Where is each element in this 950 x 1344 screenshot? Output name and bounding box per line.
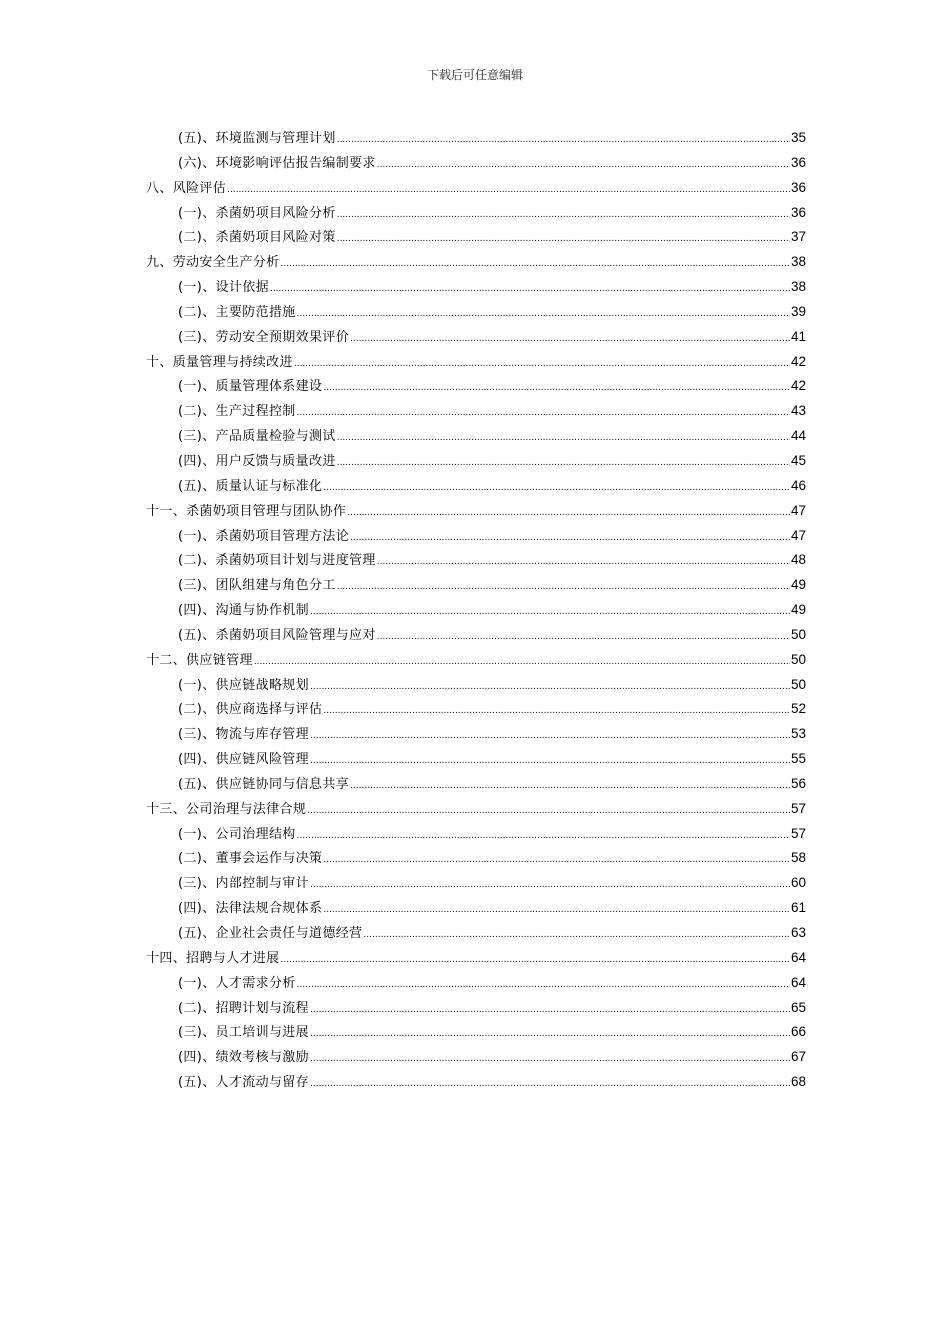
- toc-dot-leader: [377, 152, 790, 177]
- toc-entry-page-number: 64: [790, 949, 806, 965]
- toc-entry-page-number: 37: [790, 229, 806, 245]
- toc-dot-leader: [297, 823, 790, 848]
- toc-entry-page-number: 36: [790, 154, 806, 170]
- toc-dot-leader: [377, 624, 790, 649]
- toc-entry-title: (五)、供应链协同与信息共享: [178, 776, 350, 792]
- toc-entry-page-number: 50: [790, 676, 806, 692]
- toc-entry-title: (五)、杀菌奶项目风险管理与应对: [178, 627, 376, 643]
- toc-entry-page-number: 36: [790, 179, 806, 195]
- toc-entry-page-number: 43: [790, 403, 806, 419]
- toc-section-entry[interactable]: [146, 201, 806, 226]
- toc-section-entry[interactable]: [146, 971, 806, 996]
- toc-entry-title: 十三、公司治理与法律合规: [146, 801, 307, 817]
- toc-dot-leader: [297, 400, 790, 425]
- toc-entry-page-number: 42: [790, 353, 806, 369]
- toc-entry-page-number: 38: [790, 279, 806, 295]
- toc-dot-leader: [337, 450, 790, 475]
- toc-dot-leader: [307, 798, 790, 823]
- toc-section-entry[interactable]: [146, 1045, 806, 1070]
- toc-dot-leader: [310, 723, 790, 748]
- toc-section-entry[interactable]: [146, 697, 806, 722]
- toc-dot-leader: [337, 574, 790, 599]
- toc-entry-page-number: 67: [790, 1049, 806, 1065]
- toc-section-entry[interactable]: [146, 896, 806, 921]
- toc-dot-leader: [281, 251, 790, 276]
- toc-dot-leader: [347, 500, 790, 525]
- toc-entry-page-number: 68: [790, 1074, 806, 1090]
- toc-entry-page-number: 50: [790, 651, 806, 667]
- toc-entry-page-number: 38: [790, 254, 806, 270]
- toc-section-entry[interactable]: [146, 225, 806, 250]
- toc-section-entry[interactable]: [146, 548, 806, 573]
- toc-entry-page-number: 60: [790, 875, 806, 891]
- toc-entry-page-number: 56: [790, 775, 806, 791]
- toc-section-entry[interactable]: [146, 524, 806, 549]
- toc-dot-leader: [363, 922, 790, 947]
- toc-entry-title: (二)、杀菌奶项目计划与进度管理: [178, 553, 376, 569]
- toc-entry-title: (三)、劳动安全预期效果评价: [178, 329, 350, 345]
- toc-dot-leader: [350, 773, 790, 798]
- toc-section-entry[interactable]: [146, 275, 806, 300]
- toc-section-entry[interactable]: [146, 623, 806, 648]
- toc-section-entry[interactable]: [146, 374, 806, 399]
- toc-entry-title: (二)、主要防范措施: [178, 304, 296, 320]
- toc-entry-page-number: 36: [790, 204, 806, 220]
- toc-dot-leader: [310, 748, 790, 773]
- toc-entry-title: (五)、企业社会责任与道德经营: [178, 926, 363, 941]
- toc-entry-page-number: 63: [790, 925, 806, 940]
- toc-section-entry[interactable]: [146, 673, 806, 698]
- toc-section-entry[interactable]: [146, 151, 806, 176]
- toc-entry-title: (一)、杀菌奶项目风险分析: [178, 205, 336, 221]
- toc-dot-leader: [297, 301, 790, 326]
- toc-section-entry[interactable]: [146, 474, 806, 499]
- toc-entry-page-number: 45: [790, 452, 806, 468]
- table-of-contents: [146, 126, 806, 1095]
- toc-entry-page-number: 66: [790, 1024, 806, 1040]
- toc-entry-page-number: 64: [790, 974, 806, 990]
- toc-entry-title: (三)、产品质量检验与测试: [178, 429, 336, 445]
- toc-dot-leader: [350, 326, 790, 351]
- toc-section-entry[interactable]: [146, 921, 806, 946]
- toc-entry-page-number: 50: [790, 626, 806, 642]
- toc-dot-leader: [310, 997, 790, 1022]
- toc-entry-page-number: 53: [790, 726, 806, 742]
- toc-chapter-entry[interactable]: [146, 946, 806, 971]
- toc-section-entry[interactable]: [146, 449, 806, 474]
- toc-entry-title: (三)、物流与库存管理: [178, 727, 309, 743]
- toc-entry-title: (三)、员工培训与进展: [178, 1025, 309, 1041]
- toc-dot-leader: [270, 276, 790, 301]
- toc-dot-leader: [294, 351, 790, 376]
- toc-section-entry[interactable]: [146, 747, 806, 772]
- toc-dot-leader: [323, 375, 790, 400]
- toc-section-entry[interactable]: [146, 573, 806, 598]
- toc-entry-title: (一)、质量管理体系建设: [178, 379, 323, 395]
- toc-entry-page-number: 52: [790, 701, 806, 717]
- toc-entry-title: (一)、设计依据: [178, 280, 269, 296]
- toc-dot-leader: [323, 698, 790, 723]
- toc-section-entry[interactable]: [146, 300, 806, 325]
- toc-entry-page-number: 46: [790, 477, 806, 493]
- toc-dot-leader: [323, 475, 790, 500]
- toc-section-entry[interactable]: [146, 126, 806, 151]
- toc-section-entry[interactable]: [146, 822, 806, 847]
- toc-entry-title: (五)、环境监测与管理计划: [178, 131, 336, 146]
- toc-entry-title: (一)、公司治理结构: [178, 826, 296, 842]
- toc-chapter-entry[interactable]: [146, 350, 806, 375]
- toc-chapter-entry[interactable]: [146, 648, 806, 673]
- toc-entry-title: 九、劳动安全生产分析: [146, 255, 280, 271]
- toc-entry-title: (五)、质量认证与标准化: [178, 478, 323, 494]
- toc-chapter-entry[interactable]: [146, 176, 806, 201]
- toc-entry-page-number: 58: [790, 850, 806, 866]
- toc-dot-leader: [337, 226, 790, 251]
- toc-entry-title: (四)、绩效考核与激励: [178, 1050, 309, 1066]
- toc-entry-page-number: 44: [790, 428, 806, 444]
- toc-dot-leader: [323, 847, 790, 872]
- toc-entry-page-number: 57: [790, 825, 806, 841]
- toc-entry-title: (二)、供应商选择与评估: [178, 702, 323, 718]
- toc-entry-title: (四)、用户反馈与质量改进: [178, 453, 336, 469]
- toc-entry-page-number: 47: [790, 502, 806, 518]
- toc-entry-title: 十二、供应链管理: [146, 652, 253, 668]
- toc-dot-leader: [254, 649, 790, 674]
- toc-entry-title: (四)、沟通与协作机制: [178, 603, 309, 619]
- toc-dot-leader: [310, 1071, 790, 1096]
- toc-dot-leader: [227, 177, 790, 202]
- toc-dot-leader: [337, 127, 790, 152]
- toc-entry-title: (二)、招聘计划与流程: [178, 1000, 309, 1016]
- toc-entry-title: (二)、生产过程控制: [178, 404, 296, 420]
- toc-entry-title: (三)、内部控制与审计: [178, 876, 309, 892]
- toc-entry-title: (一)、供应链战略规划: [178, 677, 309, 693]
- toc-dot-leader: [310, 1021, 790, 1046]
- toc-chapter-entry[interactable]: [146, 250, 806, 275]
- toc-dot-leader: [377, 549, 790, 574]
- toc-section-entry[interactable]: [146, 846, 806, 871]
- toc-dot-leader: [297, 972, 790, 997]
- toc-dot-leader: [337, 202, 790, 227]
- toc-entry-page-number: 49: [790, 577, 806, 593]
- toc-section-entry[interactable]: [146, 1020, 806, 1045]
- toc-entry-title: (一)、杀菌奶项目管理方法论: [178, 528, 350, 544]
- toc-chapter-entry[interactable]: [146, 797, 806, 822]
- toc-dot-leader: [337, 425, 790, 450]
- toc-entry-page-number: 48: [790, 552, 806, 568]
- toc-entry-title: 十、质量管理与持续改进: [146, 354, 293, 370]
- toc-section-entry[interactable]: [146, 772, 806, 797]
- toc-entry-page-number: 55: [790, 751, 806, 767]
- toc-entry-title: (四)、供应链风险管理: [178, 752, 309, 768]
- toc-dot-leader: [281, 947, 790, 972]
- toc-section-entry[interactable]: [146, 722, 806, 747]
- toc-entry-title: 八、风险评估: [146, 180, 227, 196]
- toc-dot-leader: [310, 872, 790, 897]
- toc-entry-page-number: 41: [790, 328, 806, 344]
- toc-entry-page-number: 42: [790, 378, 806, 394]
- toc-dot-leader: [323, 897, 790, 922]
- toc-entry-page-number: 57: [790, 800, 806, 816]
- toc-entry-title: (二)、杀菌奶项目风险对策: [178, 230, 336, 246]
- toc-entry-title: (五)、人才流动与留存: [178, 1075, 309, 1091]
- toc-entry-title: (四)、法律法规合规体系: [178, 901, 323, 917]
- toc-entry-page-number: 47: [790, 527, 806, 543]
- toc-section-entry[interactable]: [146, 1070, 806, 1095]
- toc-section-entry[interactable]: [146, 598, 806, 623]
- toc-entry-page-number: 61: [790, 900, 806, 916]
- toc-entry-title: 十四、招聘与人才进展: [146, 950, 280, 966]
- toc-entry-page-number: 35: [790, 130, 806, 145]
- toc-chapter-entry[interactable]: [146, 499, 806, 524]
- toc-section-entry[interactable]: [146, 424, 806, 449]
- toc-entry-page-number: 39: [790, 303, 806, 319]
- toc-entry-title: (三)、团队组建与角色分工: [178, 578, 336, 594]
- toc-dot-leader: [310, 674, 790, 699]
- toc-dot-leader: [310, 1046, 790, 1071]
- toc-section-entry[interactable]: [146, 996, 806, 1021]
- page-header-note: 下载后可任意编辑: [426, 68, 523, 82]
- toc-section-entry[interactable]: [146, 325, 806, 350]
- toc-entry-title: 十一、杀菌奶项目管理与团队协作: [146, 503, 347, 519]
- toc-entry-page-number: 49: [790, 602, 806, 618]
- toc-dot-leader: [310, 599, 790, 624]
- toc-section-entry[interactable]: [146, 871, 806, 896]
- toc-dot-leader: [350, 525, 790, 550]
- toc-entry-page-number: 65: [790, 999, 806, 1015]
- toc-section-entry[interactable]: [146, 399, 806, 424]
- toc-entry-title: (二)、董事会运作与决策: [178, 851, 323, 867]
- toc-entry-title: (六)、环境影响评估报告编制要求: [178, 155, 376, 171]
- toc-entry-title: (一)、人才需求分析: [178, 975, 296, 991]
